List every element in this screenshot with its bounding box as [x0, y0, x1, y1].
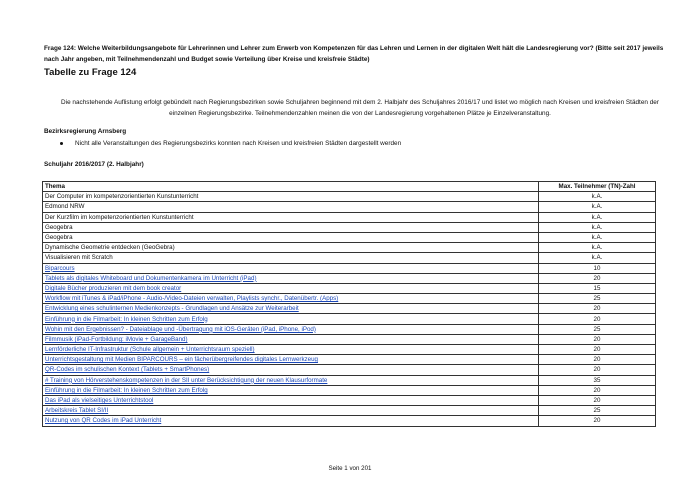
row-max-participants: 25 [539, 406, 656, 416]
row-max-participants: 25 [539, 324, 656, 334]
row-theme-link[interactable]: Workflow mit iTunes & iPad/iPhone - Audio-/Video-Dateien verwalten, Playlists synchr., Datenübertr. (Apps) [43, 294, 539, 304]
row-max-participants: 20 [539, 365, 656, 375]
table-row [43, 375, 656, 385]
row-max-participants: 20 [539, 385, 656, 395]
table-row [43, 385, 656, 395]
question-text: Frage 124: Welche Weiterbildungsangebote für Lehrerinnen und Lehrer zum Erwerb von Kompetenzen für das Lehren und Lernen in der digitalen Welt hält die Landesregierung vor? (Bitte seit 2017 jeweils nach Jahr angeben, mit Teilnehmendenzahl und Budget sowie Verteilung über Kreise und kreisfreie Städte) [44, 45, 664, 63]
row-max-participants: k.A. [539, 202, 656, 212]
row-theme-link[interactable]: Unterrichtsgestaltung mit Medien BIPARCOURS – ein fächerübergreifendes digitales Lernwerkzeug [43, 355, 539, 365]
intro-paragraph: Die nachstehende Auflistung erfolgt gebündelt nach Regierungsbezirken sowie Schuljahren beginnend mit dem 2. Halbjahr des Schuljahres 2016/17 und listet wo möglich nach Kreisen und kreisfreien Städten der einzelnen Regierungsbezirke. Teilnehmendenzahlen meinen die von der Landesregierung vorgehaltenen Plätze je Einzelveranstaltung. [61, 99, 659, 117]
row-max-participants: k.A. [539, 243, 656, 253]
table-row [43, 243, 656, 253]
row-max-participants: 20 [539, 304, 656, 314]
row-theme: Geogebra [43, 232, 539, 242]
row-theme-link[interactable]: QR-Codes im schulischen Kontext (Tablets + SmartPhones) [43, 365, 539, 375]
row-theme-link[interactable]: Arbeitskreis Tablet SI/II [43, 406, 539, 416]
row-theme: Der Kurzfilm im kompetenzorientierten Kunstunterricht [43, 212, 539, 222]
row-theme-link[interactable]: Nutzung von QR Codes im iPad Unterricht [43, 416, 539, 426]
table-row [43, 253, 656, 263]
row-max-participants: k.A. [539, 232, 656, 242]
row-theme-link[interactable]: Entwicklung eines schulinternen Medienkonzepts - Grundlagen und Ansätze zur Weiterarbeit [43, 304, 539, 314]
school-year-heading: Schuljahr 2016/2017 (2. Halbjahr) [44, 161, 144, 168]
row-max-participants: 20 [539, 395, 656, 405]
table-row [43, 314, 656, 324]
table-row [43, 324, 656, 334]
bullet-text: Nicht alle Veranstaltungen des Regierungsbezirks konnten nach Kreisen und kreisfreien Städten dargestellt werden [75, 140, 402, 147]
row-max-participants: k.A. [539, 192, 656, 202]
row-max-participants: 15 [539, 283, 656, 293]
table-row [43, 222, 656, 232]
table-row [43, 365, 656, 375]
row-theme-link[interactable]: # Training von Hörverstehenskompetenzen in der SII unter Berücksichtigung der neuen Klausurformate [43, 375, 539, 385]
table-row [43, 355, 656, 365]
row-theme-link[interactable]: Einführung in die Filmarbeit: In kleinen Schritten zum Erfolg [43, 385, 539, 395]
row-max-participants: 20 [539, 345, 656, 355]
page-footer: Seite 1 von 201 [328, 465, 372, 472]
row-theme-link[interactable]: Wohin mit den Ergebnissen? - Dateiablage und -Übertragung mit iOS-Geräten (iPad, iPhone, iPod) [43, 324, 539, 334]
table-row [43, 334, 656, 344]
row-max-participants: k.A. [539, 253, 656, 263]
offerings-table [42, 181, 656, 427]
row-max-participants: 20 [539, 334, 656, 344]
table-row [43, 192, 656, 202]
row-theme-link[interactable]: Lernförderliche IT-Infrastruktur (Schule allgemein + Unterrichtsraum speziell) [43, 345, 539, 355]
row-max-participants: k.A. [539, 222, 656, 232]
row-theme-link[interactable]: Das iPad als vielseitiges Unterrichtstool [43, 395, 539, 405]
table-row [43, 345, 656, 355]
row-max-participants: 20 [539, 355, 656, 365]
row-theme: Geogebra [43, 222, 539, 232]
district-heading: Bezirksregierung Arnsberg [44, 128, 127, 135]
table-row [43, 273, 656, 283]
header-theme: Thema [43, 182, 539, 192]
row-theme-link[interactable]: Einführung in die Filmarbeit: In kleinen Schritten zum Erfolg [43, 314, 539, 324]
row-max-participants: 10 [539, 263, 656, 273]
bullet-icon [60, 142, 63, 145]
table-body [43, 192, 656, 426]
row-theme: Edmond NRW [43, 202, 539, 212]
table-row [43, 202, 656, 212]
row-max-participants: k.A. [539, 212, 656, 222]
row-max-participants: 20 [539, 273, 656, 283]
table-header-row [43, 182, 656, 192]
row-theme-link[interactable]: Biparcours [43, 263, 539, 273]
table-row [43, 294, 656, 304]
row-theme: Dynamische Geometrie entdecken (GeoGebra) [43, 243, 539, 253]
table-row [43, 283, 656, 293]
table-row [43, 395, 656, 405]
row-theme: Der Computer im kompetenzorientierten Kunstunterricht [43, 192, 539, 202]
page-title: Tabelle zu Frage 124 [44, 67, 137, 78]
bullet-note [60, 140, 401, 147]
row-max-participants: 20 [539, 314, 656, 324]
table-row [43, 263, 656, 273]
table-row [43, 416, 656, 426]
table-row [43, 232, 656, 242]
row-theme-link[interactable]: Tablets als digitales Whiteboard und Dokumentenkamera im Unterricht (iPad) [43, 273, 539, 283]
row-theme: Visualisieren mit Scratch [43, 253, 539, 263]
row-max-participants: 25 [539, 294, 656, 304]
table-row [43, 304, 656, 314]
header-max-participants: Max. Teilnehmer (TN)-Zahl [539, 182, 656, 192]
row-max-participants: 35 [539, 375, 656, 385]
row-max-participants: 20 [539, 416, 656, 426]
table-row [43, 406, 656, 416]
row-theme-link[interactable]: Digitale Bücher produzieren mit dem book creator [43, 283, 539, 293]
table-row [43, 212, 656, 222]
row-theme-link[interactable]: Filmmusik (iPad-Fortbildung: iMovie + GarageBand) [43, 334, 539, 344]
